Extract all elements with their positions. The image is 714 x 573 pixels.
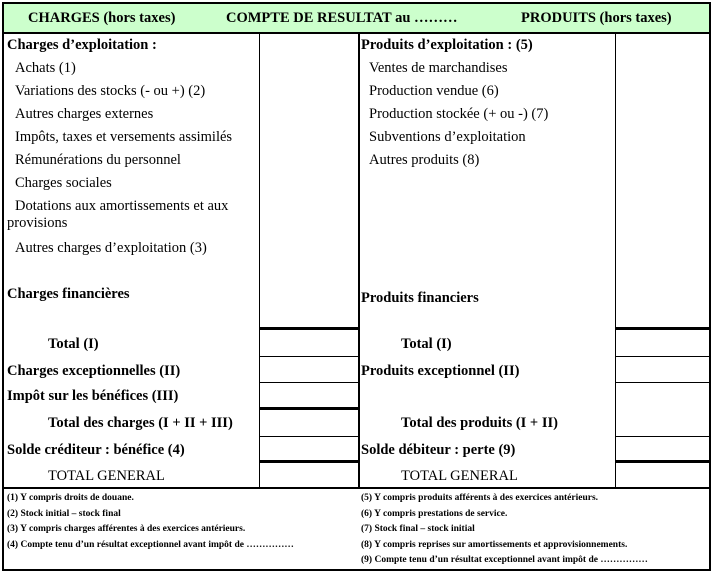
footnote-9: (9) Compte tenu d’un résultat exceptionnel avant impôt de …………… [361,555,648,565]
produits-item-autres-produits: Autres produits (8) [369,152,480,168]
produits-total-1: Total (I) [401,336,452,352]
produits-exceptionnel: Produits exceptionnel (II) [361,363,520,379]
produits-item-subventions: Subventions d’exploitation [369,129,526,145]
produits-total-general: TOTAL GENERAL [401,468,518,484]
rule-total-charges [259,407,359,410]
rule-total1-produits [615,327,709,330]
header-produits: PRODUITS (hors taxes) [521,10,672,26]
charges-item-impots-taxes: Impôts, taxes et versements assimilés [15,129,233,145]
rule [259,436,359,437]
charges-item-remunerations: Rémunérations du personnel [15,152,181,168]
footnote-8: (8) Y compris reprises sur amortissements et approvisionnements. [361,540,628,550]
solde-debiteur: Solde débiteur : perte (9) [361,442,516,458]
col-divider-charges-amount [259,34,260,487]
rule [615,436,709,437]
footnote-3: (3) Y compris charges afférentes à des exercices antérieurs. [7,524,246,534]
charges-exceptionnelles: Charges exceptionnelles (II) [7,363,181,379]
charges-item-autres-charges-exploitation: Autres charges d’exploitation (3) [15,240,207,256]
col-divider-produits-amount [615,34,616,487]
footnote-6: (6) Y compris prestations de service. [361,509,508,519]
footnotes-separator [4,487,709,489]
charges-financieres: Charges financières [7,286,130,302]
charges-item-variations-stocks: Variations des stocks (- ou +) (2) [15,83,206,99]
col-divider-center [358,34,360,487]
rule-total-general-produits [615,460,709,463]
rule [259,382,359,383]
footnote-7: (7) Stock final – stock initial [361,524,475,534]
header-title: COMPTE DE RESULTAT au ……… [226,10,458,26]
charges-exploitation-title: Charges d’exploitation : [7,37,157,53]
income-statement-table [2,2,711,571]
solde-crediteur: Solde créditeur : bénéfice (4) [7,442,185,458]
rule-total-general-charges [259,460,359,463]
footnote-1: (1) Y compris droits de douane. [7,493,134,503]
rule [615,382,709,383]
rule [615,356,709,357]
produits-item-ventes: Ventes de marchandises [369,60,508,76]
charges-item-dotations: Dotations aux amortissements et aux provisions [7,198,229,231]
header-charges: CHARGES (hors taxes) [28,10,176,26]
charges-item-autres-charges-externes: Autres charges externes [15,106,154,122]
table-header [4,4,709,34]
produits-financiers: Produits financiers [361,290,479,306]
charges-total-general: TOTAL GENERAL [48,468,165,484]
footnote-4: (4) Compte tenu d’un résultat exceptionnel avant impôt de …………… [7,540,294,550]
rule-total1-charges [259,327,359,330]
produits-item-production-stockee: Production stockée (+ ou -) (7) [369,106,549,122]
total-des-produits: Total des produits (I + II) [401,415,558,431]
charges-total-1: Total (I) [48,336,99,352]
produits-item-production-vendue: Production vendue (6) [369,83,499,99]
charges-item-achats: Achats (1) [15,60,76,76]
produits-exploitation-title: Produits d’exploitation : (5) [361,37,533,53]
rule [259,356,359,357]
footnote-2: (2) Stock initial – stock final [7,509,121,519]
charges-item-charges-sociales: Charges sociales [15,175,112,191]
footnote-5: (5) Y compris produits afférents à des exercices antérieurs. [361,493,599,503]
impot-benefices: Impôt sur les bénéfices (III) [7,388,179,404]
total-des-charges: Total des charges (I + II + III) [48,415,233,431]
